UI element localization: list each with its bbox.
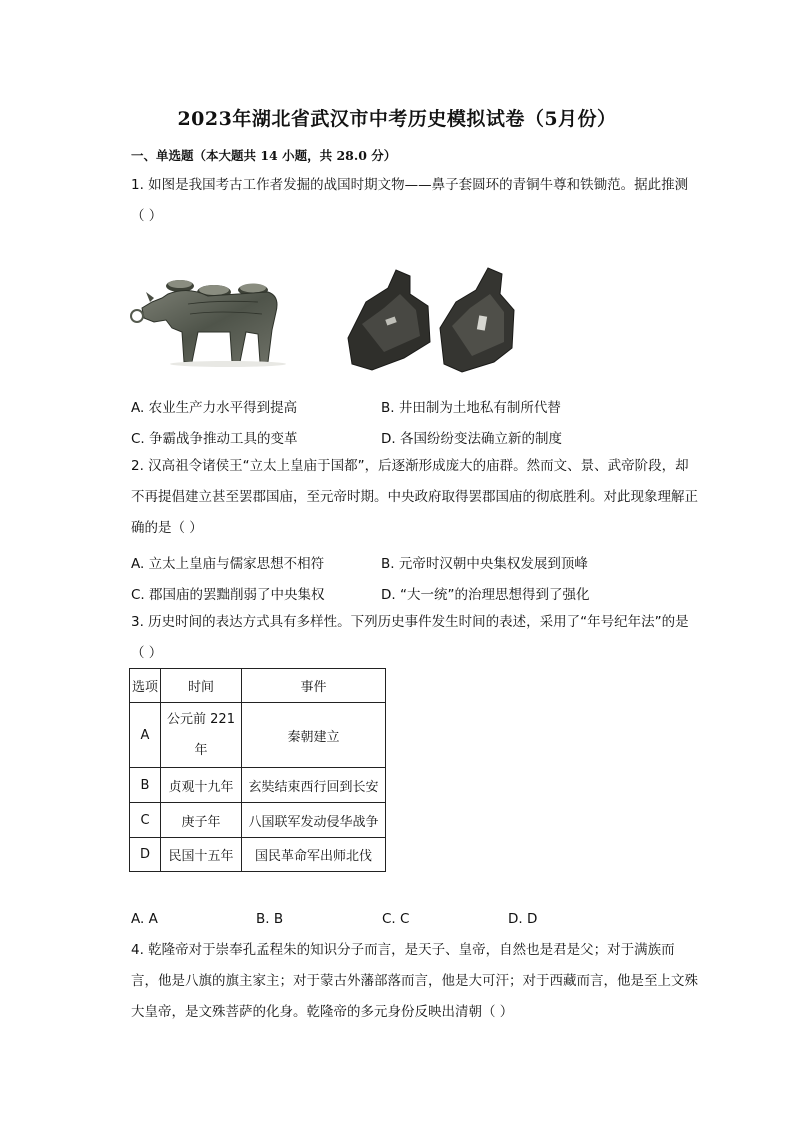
q3-table xyxy=(129,668,386,872)
q3-option-d[interactable]: D. D xyxy=(508,911,538,927)
q3-option-b[interactable]: B. B xyxy=(256,911,284,927)
table-cell: 民国十五年 xyxy=(161,838,242,872)
q3-option-a[interactable]: A. A xyxy=(131,911,158,927)
q1-option-d[interactable]: D. 各国纷纷变法确立新的制度 xyxy=(381,431,562,447)
table-cell: A xyxy=(130,703,161,768)
q1-option-a[interactable]: A. 农业生产力水平得到提高 xyxy=(131,400,298,416)
table-header-cell: 事件 xyxy=(242,669,386,703)
q2-option-b[interactable]: B. 元帝时汉朝中央集权发展到顶峰 xyxy=(381,556,588,572)
table-row xyxy=(130,768,386,803)
q1-option-c[interactable]: C. 争霸战争推动工具的变革 xyxy=(131,431,298,447)
table-cell: 国民革命军出师北伐 xyxy=(242,838,386,872)
table-cell: 八国联军发动侵华战争 xyxy=(242,803,386,838)
table-cell: B xyxy=(130,768,161,803)
page-title: 2023年湖北省武汉市中考历史模拟试卷（5月份） xyxy=(177,108,617,130)
question-4-text: 4. 乾隆帝对于崇奉孔孟程朱的知识分子而言，是天子、皇帝，自然也是君是父；对于满族而言，他是八旗的旗主家主；对于蒙古外藩部落而言，他是大可汗；对于西藏而言，他是至上文殊大皇帝，是文殊菩萨的化身。乾隆帝的多元身份反映出清朝（ ） xyxy=(131,942,698,1020)
table-header-cell: 时间 xyxy=(161,669,242,703)
table-cell: 公元前 221 年 xyxy=(161,703,242,768)
table-header-cell: 选项 xyxy=(130,669,161,703)
table-header-row xyxy=(130,669,386,703)
table-cell: 贞观十九年 xyxy=(161,768,242,803)
table-cell: D xyxy=(130,838,161,872)
question-1-text: 1. 如图是我国考古工作者发掘的战国时期文物——鼻子套圆环的青铜牛尊和铁锄范。据此推测（ ） xyxy=(131,177,689,224)
table-cell: 秦朝建立 xyxy=(242,703,386,768)
iron-hoe-mold-image xyxy=(344,266,522,378)
question-2-text: 2. 汉高祖令诸侯王“立太上皇庙于国都”，后逐渐形成庞大的庙群。然而文、景、武帝阶段，却不再提倡建立甚至罢郡国庙，至元帝时期。中央政府取得罢郡国庙的彻底胜利。对此现象理解正确的是（ ） xyxy=(131,458,698,536)
question-3-text: 3. 历史时间的表达方式具有多样性。下列历史事件发生时间的表述，采用了“年号纪年法”的是（ ） xyxy=(131,614,689,661)
q2-option-a[interactable]: A. 立太上皇庙与儒家思想不相符 xyxy=(131,556,325,572)
q2-option-d[interactable]: D. “大一统”的治理思想得到了强化 xyxy=(381,587,590,603)
table-cell: 庚子年 xyxy=(161,803,242,838)
bronze-ox-zun-image xyxy=(128,272,288,368)
section-heading: 一、单选题（本大题共 14 小题，共 28.0 分） xyxy=(131,148,397,163)
table-row xyxy=(130,838,386,872)
table-row xyxy=(130,803,386,838)
table-row xyxy=(130,703,386,768)
table-cell: C xyxy=(130,803,161,838)
q1-option-b[interactable]: B. 井田制为土地私有制所代替 xyxy=(381,400,561,416)
table-cell: 玄奘结束西行回到长安 xyxy=(242,768,386,803)
q3-option-c[interactable]: C. C xyxy=(382,911,410,927)
q2-option-c[interactable]: C. 郡国庙的罢黜削弱了中央集权 xyxy=(131,587,325,603)
